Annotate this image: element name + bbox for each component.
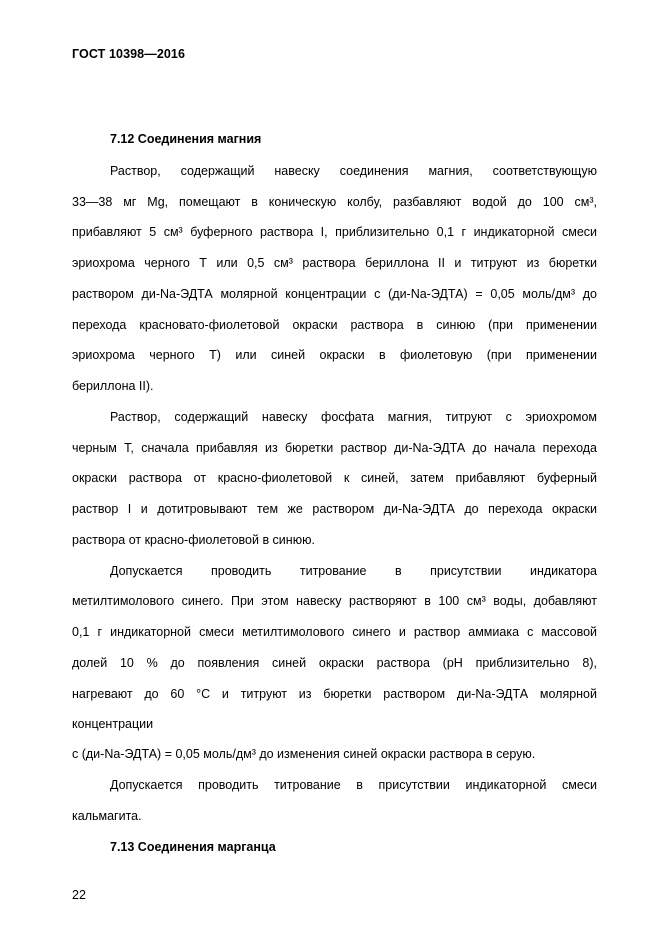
text-line: эриохрома черного Т) или синей окраски в фиолетовую (при применении: [72, 348, 597, 362]
text-line: 33—38 мг Mg, помещают в коническую колбу, разбавляют водой до 100 см³,: [72, 195, 597, 209]
text-line: долей 10 % до появления синей окраски раствора (pH приблизительно 8),: [72, 656, 597, 670]
page-number: 22: [72, 888, 86, 902]
text-line: эриохрома черного Т или 0,5 см³ раствора бериллона II и титруют из бюретки: [72, 256, 597, 270]
text-line: Раствор, содержащий навеску фосфата магния, титруют с эриохромом: [110, 410, 597, 424]
text-line: нагревают до 60 °С и титруют из бюретки раствором ди-Na-ЭДТА молярной: [72, 687, 597, 701]
text-line: окраски раствора от красно-фиолетовой к синей, затем прибавляют буферный: [72, 471, 597, 485]
text-line: с (ди-Na-ЭДТА) = 0,05 моль/дм³ до изменения синей окраски раствора в серую.: [72, 747, 536, 761]
text-line: Раствор, содержащий навеску соединения магния, соответствующую: [110, 164, 597, 178]
text-line: метилтимолового синего. При этом навеску растворяют в 100 см³ воды, добавляют: [72, 594, 597, 608]
section-heading-7-12: 7.12 Соединения магния: [110, 132, 262, 146]
text-line: прибавляют 5 см³ буферного раствора I, приблизительно 0,1 г индикаторной смеси: [72, 225, 597, 239]
text-line: раствор I и дотитровывают тем же раствором ди-Na-ЭДТА до перехода окраски: [72, 502, 597, 516]
text-line: раствора от красно-фиолетовой в синюю.: [72, 533, 315, 547]
text-line: раствором ди-Na-ЭДТА молярной концентрации с (ди-Na-ЭДТА) = 0,05 моль/дм³ до: [72, 287, 597, 301]
text-line: концентрации: [72, 717, 154, 731]
text-line: Допускается проводить титрование в присутствии индикаторной смеси: [110, 778, 597, 792]
text-line: Допускается проводить титрование в присутствии индикатора: [110, 564, 597, 578]
text-line: 0,1 г индикаторной смеси метилтимолового синего и раствор аммиака с массовой: [72, 625, 597, 639]
text-line: кальмагита.: [72, 809, 142, 823]
document-code: ГОСТ 10398—2016: [72, 47, 186, 61]
text-line: черным Т, сначала прибавляя из бюретки раствор ди-Na-ЭДТА до начала перехода: [72, 441, 597, 455]
text-line: перехода красновато-фиолетовой окраски раствора в синюю (при применении: [72, 318, 597, 332]
text-line: бериллона II).: [72, 379, 154, 393]
section-heading-7-13: 7.13 Соединения марганца: [110, 840, 276, 854]
